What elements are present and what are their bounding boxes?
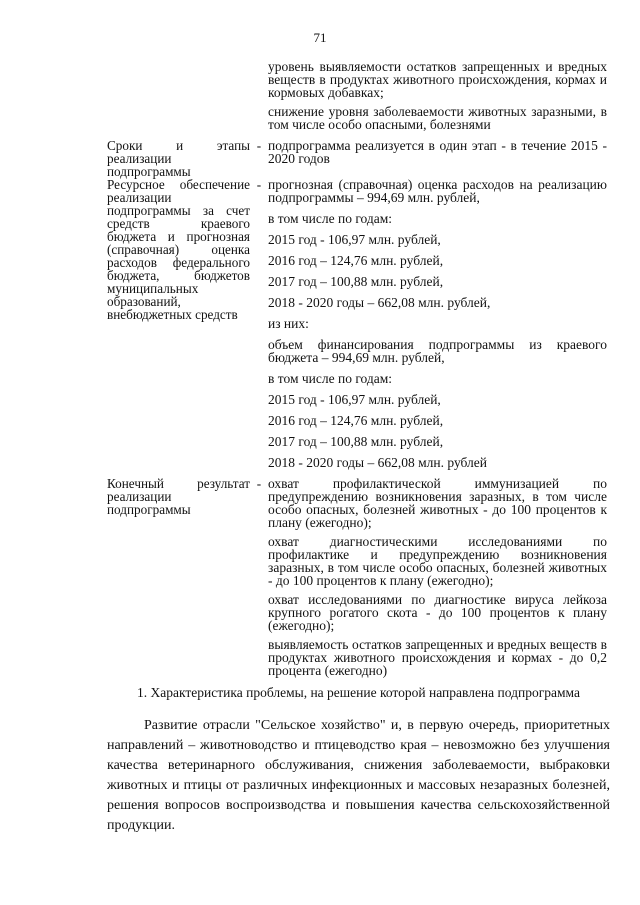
passport-table — [107, 60, 607, 683]
row-label: Сроки и этапы реализации подпрограммы — [107, 138, 250, 179]
continuation-text: снижение уровня заболеваемости животных заразными, в том числе особо опасными, болезнями — [268, 104, 607, 132]
row-dash: - — [256, 476, 262, 491]
section-heading: 1. Характеристика проблемы, на решение которой направлена подпрограмма — [137, 685, 580, 700]
row-dash: - — [256, 177, 262, 192]
row-value: 2018 - 2020 годы – 662,08 млн. рублей — [268, 455, 488, 470]
row-value: 2015 год - 106,97 млн. рублей, — [268, 392, 441, 407]
table-row — [107, 178, 607, 477]
row-value: прогнозная (справочная) оценка расходов на реализацию подпрограммы – 994,69 млн. рублей, — [268, 177, 607, 205]
row-value: охват диагностическими исследованиями по профилактике и предупреждению возникновения заразных, в том числе особо опасных, болезней животных - до 100 процентов к плану (ежегодно); — [268, 534, 607, 588]
row-value: 2017 год – 100,88 млн. рублей, — [268, 274, 444, 289]
row-value: выявляемость остатков запрещенных и вредных веществ в продуктах животного происхождения и кормах - до 0,2 процента (ежегодно) — [268, 637, 607, 678]
row-value: объем финансирования подпрограммы из краевого бюджета – 994,69 млн. рублей, — [268, 337, 607, 365]
row-value: 2015 год - 106,97 млн. рублей, — [268, 232, 441, 247]
row-label: Ресурсное обеспечение реализации подпрограммы за счет средств краевого бюджета и прогнозная (справочная) оценка расходов федерального бюджета, бюджетов муниципальных образований, внебюджетных средств — [107, 177, 250, 322]
row-value: 2016 год – 124,76 млн. рублей, — [268, 413, 444, 428]
row-value: охват исследованиями по диагностике вируса лейкоза крупного рогатого скота - до 100 процентов к плану (ежегодно); — [268, 592, 607, 633]
row-value: в том числе по годам: — [268, 371, 393, 386]
row-label: Конечный результат реализации подпрограммы — [107, 476, 250, 517]
row-value: 2018 - 2020 годы – 662,08 млн. рублей, — [268, 295, 491, 310]
row-dash: - — [256, 138, 262, 153]
table-row — [107, 139, 607, 178]
row-value: в том числе по годам: — [268, 211, 393, 226]
table-row — [107, 60, 607, 137]
row-value: 2017 год – 100,88 млн. рублей, — [268, 434, 444, 449]
page-number: 71 — [313, 30, 327, 45]
table-row — [107, 477, 607, 683]
continuation-text: уровень выявляемости остатков запрещенных и вредных веществ в продуктах животного происхождения, кормах и кормовых добавках; — [268, 59, 607, 100]
row-value: охват профилактической иммунизацией по предупреждению возникновения заразных, в том числе особо опасных, болезней животных - до 100 процентов к плану (ежегодно); — [268, 476, 607, 530]
body-paragraph: Развитие отрасли "Сельское хозяйство" и, в первую очередь, приоритетных направлений – животноводство и птицеводство края – невозможно без улучшения качества ветеринарного обслуживания, снижения заболеваемости, выбраковки животных и птицы от различных инфекционных и массовых незаразных болезней, решения вопросов воспроизводства и повышения качества сельскохозяйственной продукции. — [107, 718, 610, 833]
row-value: из них: — [268, 316, 309, 331]
row-value: 2016 год – 124,76 млн. рублей, — [268, 253, 444, 268]
row-value: подпрограмма реализуется в один этап - в течение 2015 - 2020 годов — [268, 138, 607, 166]
